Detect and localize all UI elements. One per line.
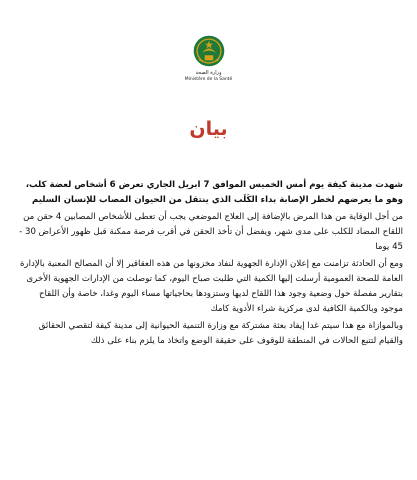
paragraph-prevention: من أجل الوقاية من هذا المرض بالإضافة إلى العلاج الموضعي يجب أن تعطى للأشخاص المصابين 4 حقن من اللقاح المضاد للكلب على مدى شهر، ويفضل أن تأخذ الحقن في أقرب فرصة ممكنة قبل ظهور الأعراض 30 - 45 يوما [19, 212, 403, 252]
paragraph-incident: شهدت مدينة كيفة يوم أمس الخميس الموافق 7 ابريل الجاري تعرض 6 أشخاص لعضة كلب، وهو ما يعرضهم لخطر الإصابة بداء الكَلَب الذي ينتقل من الحيوان المصاب للإنسان السليم [25, 180, 403, 205]
mauritania-seal-icon [192, 34, 226, 68]
paragraph-vaccine-supply: ومع أن الحادثة تزامنت مع إعلان الإدارة الجهوية لنفاد مخزونها من هذه العقاقير إلا أن المصالح المعنية بالإدارة العامة للصحة العمومية أرسلت إليها الكمية التي طلبت صباح اليوم، كما توصلت من الإدارات الجهوية الأخرى بتقارير مفصلة حول وضعية وجود هذا اللقاح لديها وستزودها بحاجياتها مساء اليوم وغدا، خاصة وأن اللقاح موجود وبالكمية الكافية لدى مركزية شراء الأدوية كامك [19, 259, 403, 314]
ministry-name-french: Ministère de la Santé [184, 77, 233, 82]
ministry-name-arabic: وزارة الصحة [195, 70, 222, 76]
letterhead [0, 34, 417, 83]
paragraph-mission: وبالموازاة مع هذا سيتم غدا إيفاد بعثة مشتركة مع وزارة التنمية الحيوانية إلى مدينة كيفة لتقصي الحقائق والقيام لتتبع الحالات في المنطقة للوقوف على حقيقة الوضع واتخاذ ما يلزم بناء على ذلك [38, 321, 403, 346]
document-title: بيان [189, 118, 228, 140]
statement-body [18, 178, 403, 351]
